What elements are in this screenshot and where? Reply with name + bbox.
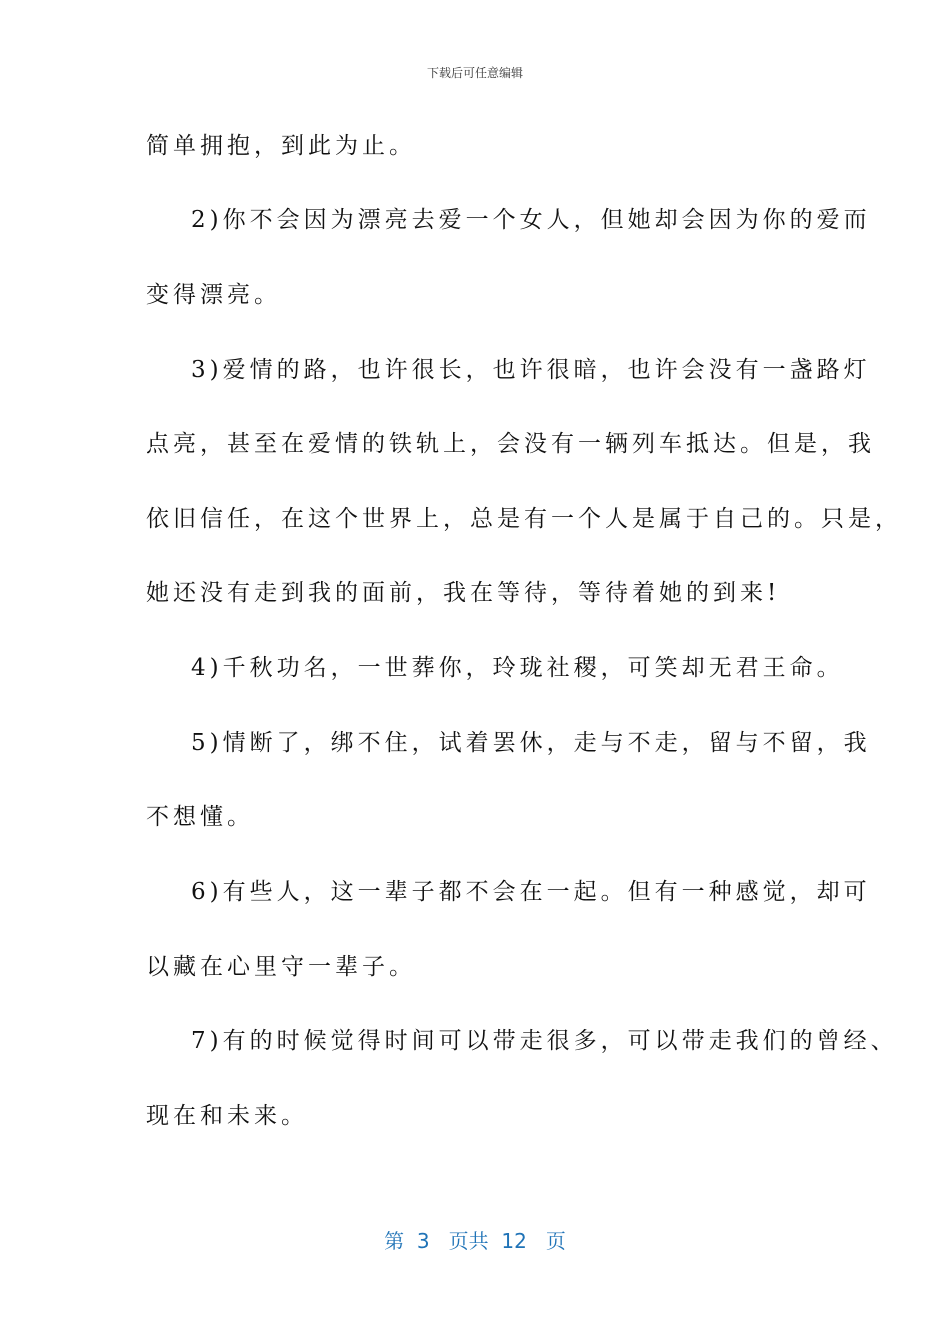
text-line: 点亮，甚至在爱情的铁轨上，会没有一辆列车抵达。但是，我	[146, 431, 875, 457]
text-line: 现在和未来。	[146, 1103, 308, 1129]
text-line: 5)情断了，绑不住，试着罢休，走与不走，留与不留，我	[191, 730, 871, 756]
text-line: 她还没有走到我的面前，我在等待，等待着她的到来!	[146, 580, 781, 606]
text-line: 2)你不会因为漂亮去爱一个女人，但她却会因为你的爱而	[191, 207, 871, 233]
text-line: 依旧信任，在这个世界上，总是有一个人是属于自己的。只是，	[146, 506, 902, 532]
footer-prefix: 第	[384, 1229, 405, 1253]
header-note: 下载后可任意编辑	[426, 66, 523, 80]
text-line: 3)爱情的路，也许很长，也许很暗，也许会没有一盏路灯	[191, 357, 871, 383]
text-line: 以藏在心里守一辈子。	[146, 954, 416, 980]
text-line: 7)有的时候觉得时间可以带走很多，可以带走我们的曾经、	[191, 1028, 898, 1054]
text-line: 6)有些人，这一辈子都不会在一起。但有一种感觉，却可	[191, 879, 871, 905]
text-line: 4)千秋功名，一世葬你，玲珑社稷，可笑却无君王命。	[191, 655, 844, 681]
page-footer	[0, 1225, 950, 1254]
text-line: 变得漂亮。	[146, 282, 281, 308]
text-line: 简单拥抱，到此为止。	[146, 133, 416, 159]
text-line: 不想懂。	[146, 804, 254, 830]
footer-total-pages: 12	[501, 1229, 527, 1253]
footer-middle: 页共	[448, 1229, 489, 1253]
footer-page-number: 3	[416, 1229, 430, 1253]
footer-suffix: 页	[545, 1229, 566, 1253]
